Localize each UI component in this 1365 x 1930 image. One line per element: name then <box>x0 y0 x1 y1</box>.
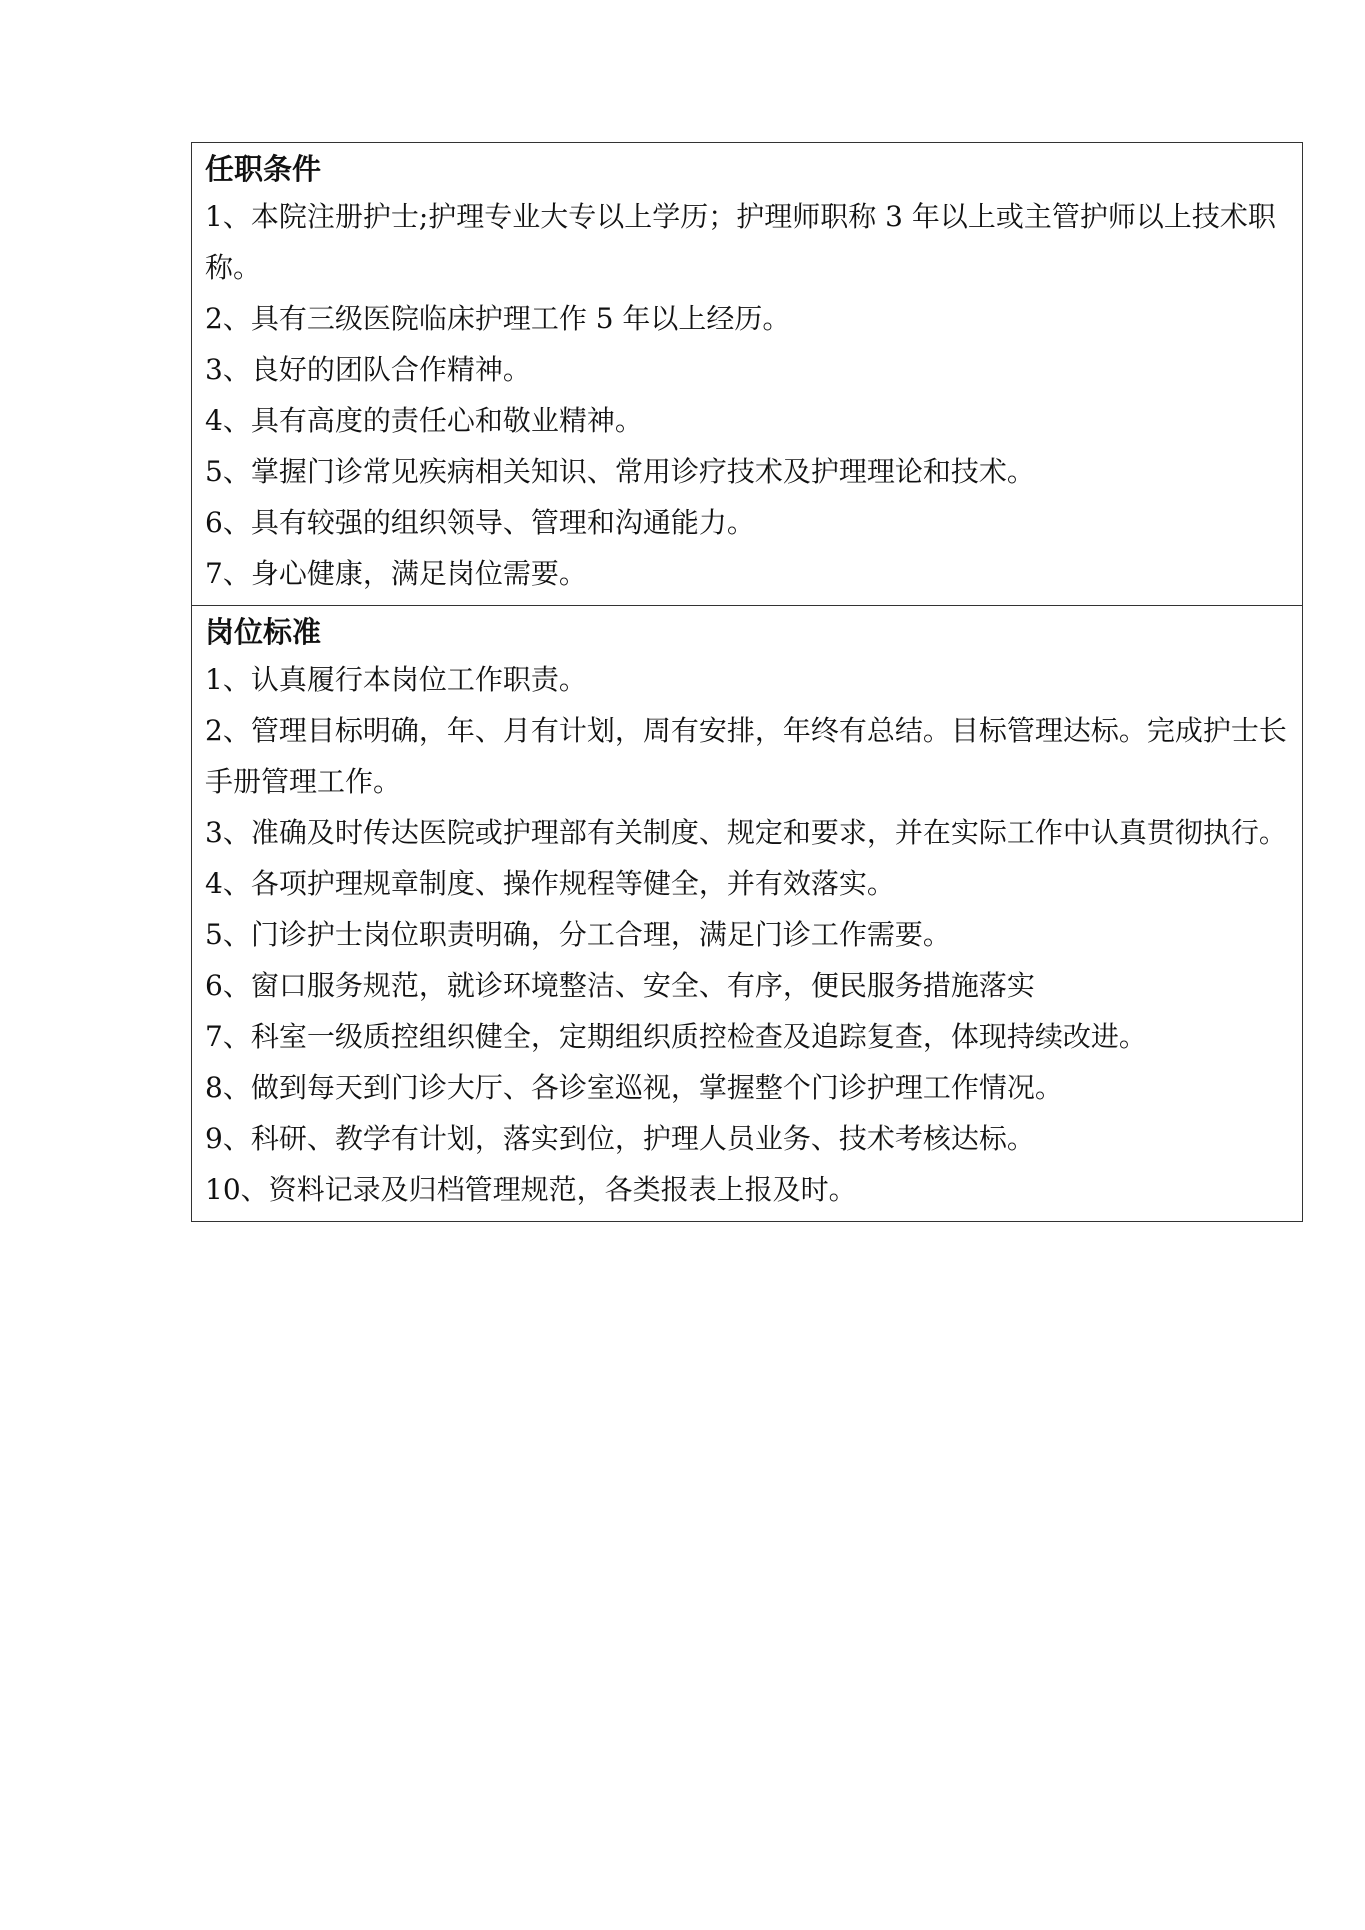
qualifications-title: 任职条件 <box>205 152 322 186</box>
standards-title: 岗位标准 <box>205 615 322 649</box>
standard-item: 2、管理目标明确，年、月有计划，周有安排，年终有总结。目标管理达标。完成护士长手册管理工作。 <box>205 714 1287 798</box>
qualification-item: 2、具有三级医院临床护理工作 5 年以上经历。 <box>205 302 791 335</box>
standard-item: 4、各项护理规章制度、操作规程等健全，并有效落实。 <box>205 867 895 900</box>
qualification-item: 6、具有较强的组织领导、管理和沟通能力。 <box>205 506 755 539</box>
standard-item: 6、窗口服务规范，就诊环境整洁、安全、有序，便民服务措施落实 <box>205 969 1035 1002</box>
standards-section <box>192 605 1302 1221</box>
job-description-table <box>191 142 1303 1222</box>
qualification-item: 3、良好的团队合作精神。 <box>205 353 531 386</box>
qualifications-list <box>205 191 1292 599</box>
standard-item: 8、做到每天到门诊大厅、各诊室巡视，掌握整个门诊护理工作情况。 <box>205 1071 1063 1104</box>
standard-item: 7、科室一级质控组织健全，定期组织质控检查及追踪复查，体现持续改进。 <box>205 1020 1147 1053</box>
qualification-item: 5、掌握门诊常见疾病相关知识、常用诊疗技术及护理理论和技术。 <box>205 455 1035 488</box>
qualification-item: 1、本院注册护士;护理专业大专以上学历；护理师职称 3 年以上或主管护师以上技术职称。 <box>205 200 1276 284</box>
standard-item: 9、科研、教学有计划，落实到位，护理人员业务、技术考核达标。 <box>205 1122 1035 1155</box>
qualification-item: 7、身心健康，满足岗位需要。 <box>205 557 587 590</box>
qualifications-section <box>192 143 1302 605</box>
qualification-item: 4、具有高度的责任心和敬业精神。 <box>205 404 643 437</box>
standard-item: 1、认真履行本岗位工作职责。 <box>205 663 587 696</box>
standard-item: 10、资料记录及归档管理规范，各类报表上报及时。 <box>205 1173 857 1206</box>
standards-list <box>205 654 1292 1215</box>
standard-item: 5、门诊护士岗位职责明确，分工合理，满足门诊工作需要。 <box>205 918 951 951</box>
standard-item: 3、准确及时传达医院或护理部有关制度、规定和要求，并在实际工作中认真贯彻执行。 <box>205 816 1287 849</box>
